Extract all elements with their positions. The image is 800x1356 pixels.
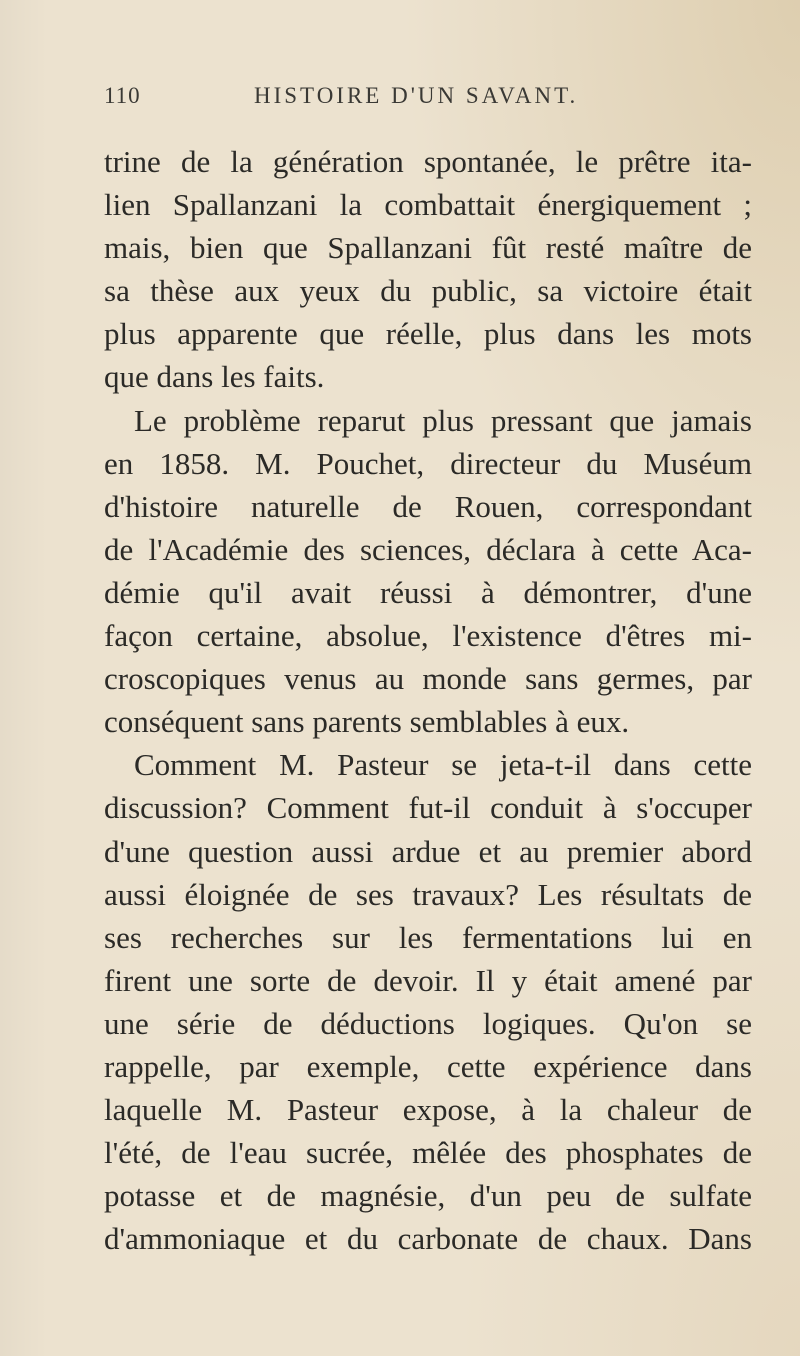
running-head bbox=[104, 83, 744, 123]
page-number: 110 bbox=[104, 83, 141, 108]
text-line: mais, bien que Spallanzani fût resté maître de bbox=[104, 230, 752, 266]
body-text bbox=[104, 140, 752, 1260]
text-line: croscopiques venus au monde sans germes, par bbox=[104, 661, 752, 697]
text-line: en 1858. M. Pouchet, directeur du Muséum bbox=[104, 445, 752, 481]
text-line: de l'Académie des sciences, déclara à cette Aca- bbox=[104, 531, 752, 567]
text-line: démie qu'il avait réussi à démontrer, d'une bbox=[104, 574, 752, 610]
text-line: Comment M. Pasteur se jeta-t-il dans cette bbox=[134, 747, 752, 783]
text-line: d'histoire naturelle de Rouen, correspondant bbox=[104, 488, 752, 524]
text-line: potasse et de magnésie, d'un peu de sulfate bbox=[104, 1178, 752, 1214]
text-line: rappelle, par exemple, cette expérience dans bbox=[104, 1048, 752, 1084]
text-line: Le problème reparut plus pressant que jamais bbox=[134, 402, 752, 438]
text-line: firent une sorte de devoir. Il y était amené par bbox=[104, 962, 752, 998]
text-line: une série de déductions logiques. Qu'on se bbox=[104, 1005, 752, 1041]
text-line: l'été, de l'eau sucrée, mêlée des phosphates de bbox=[104, 1135, 752, 1171]
text-line: trine de la génération spontanée, le prêtre ita- bbox=[104, 144, 752, 179]
text-line: aussi éloignée de ses travaux? Les résultats de bbox=[104, 876, 752, 912]
text-line: conséquent sans parents semblables à eux. bbox=[104, 704, 630, 740]
text-line: laquelle M. Pasteur expose, à la chaleur de bbox=[104, 1092, 752, 1128]
running-title: HISTOIRE D'UN SAVANT. bbox=[254, 83, 579, 108]
text-line: façon certaine, absolue, l'existence d'êtres mi- bbox=[104, 618, 752, 654]
text-line: d'une question aussi ardue et au premier abord bbox=[104, 833, 752, 869]
text-line: que dans les faits. bbox=[104, 359, 325, 395]
text-line: sa thèse aux yeux du public, sa victoire était bbox=[104, 273, 752, 309]
text-line: discussion? Comment fut-il conduit à s'occuper bbox=[104, 790, 752, 826]
text-line: plus apparente que réelle, plus dans les mots bbox=[104, 316, 752, 352]
text-line: ses recherches sur les fermentations lui en bbox=[104, 919, 752, 955]
text-line: d'ammoniaque et du carbonate de chaux. Dans bbox=[104, 1221, 752, 1257]
text-line: lien Spallanzani la combattait énergiquement ; bbox=[104, 187, 752, 223]
